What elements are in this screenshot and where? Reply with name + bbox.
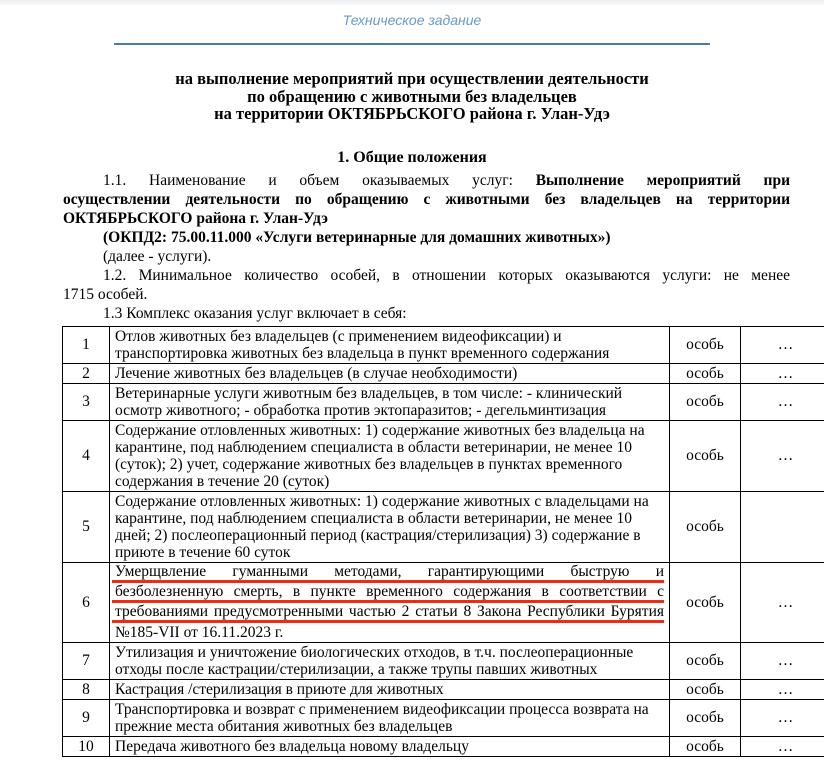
unit-cell: особь [670,699,741,736]
unit-cell: особь [670,491,741,562]
service-description [110,562,670,642]
unit-cell: особь [670,383,741,420]
quantity-cell: … [741,383,824,420]
row-number: 3 [63,383,110,420]
table-row [63,326,824,363]
unit-cell: особь [670,736,741,756]
p11-normal-text: 1.1. Наименование и объем оказываемых услуг: [103,171,536,189]
service-description: Передача животного без владельца новому владельцу [110,736,670,756]
services-table [62,326,824,757]
paragraph-1-1-line-2: осуществлении деятельности по обращению с животными без владельцев на территории [63,190,790,208]
title-line-1: на выполнение мероприятий при осуществлении деятельности [175,69,649,88]
okpd-line: (ОКПД2: 75.00.11.000 «Услуги ветеринарные для домашних животных») [103,228,611,246]
document-header [0,5,824,45]
quantity-cell: … [741,736,824,756]
row-number: 1 [63,326,110,363]
service-description: Кастрация /стерилизация в приюте для животных [110,679,670,699]
paragraph-1-1-line-3: ОКТЯБРЬСКОГО района г. Улан-Удэ [63,209,328,227]
table-row [63,642,824,679]
paragraph-1-3: 1.3 Комплекс оказания услуг включает в себя: [103,304,407,322]
dalee-line: (далее - услуги). [103,247,212,265]
unit-cell: особь [670,679,741,699]
table-row [63,562,824,642]
p12-text: 1.2. Минимальное количество особей, в отношении которых оказываются услуги: не менее [103,266,790,284]
service-description: Ветеринарные услуги животным без владельцев, в том числе: - клинический осмотр животного; - обработка против эктопаразитов; - дегельминтизация [110,383,670,420]
quantity-cell: … [741,363,824,383]
quantity-cell: … [741,562,824,642]
document-title [0,70,824,123]
service-description: Лечение животных без владельцев (в случае необходимости) [110,363,670,383]
services-table-body [63,326,824,756]
service-description: Отлов животных без владельцев (с применением видеофиксации) и транспортировка животных без владельца в пункт временного содержания [110,326,670,363]
header-divider [114,43,710,45]
unit-cell: особь [670,420,741,491]
paragraph-1-2-line-1 [63,266,790,285]
text-line: №185-VII от 16.11.2023 г. [115,623,284,641]
red-underlined-text-line: безболезненную смерть, в пункте временного содержания в соответствии с [112,584,664,603]
row-number: 9 [63,699,110,736]
paragraph-1-2-line-2: 1715 особей. [63,285,148,303]
table-row [63,383,824,420]
row-number: 2 [63,363,110,383]
quantity-cell: … [741,326,824,363]
quantity-cell: … [741,642,824,679]
quantity-cell: … [741,699,824,736]
row-number: 8 [63,679,110,699]
service-description: Содержание отловленных животных: 1) содержание животных без владельца на карантине, под наблюдением специалиста в области ветеринарии, не менее 10 (суток); 2) учет, содержание животных без владельцев в пунктах временного содержания в течение 20 (суток) [110,420,670,491]
title-line-2: по обращению с животными без владельцев [247,86,577,106]
quantity-cell: … [741,420,824,491]
table-row [63,699,824,736]
service-description: Транспортировка и возврат с применением видеофиксации процесса возврата на прежние места обитания животных без владельцев [110,699,670,736]
section-heading: 1. Общие положения [337,148,487,166]
paragraph-1-1-line-1 [63,171,790,190]
body-text [63,171,790,323]
row-number: 5 [63,491,110,562]
row-number: 10 [63,736,110,756]
red-underlined-text-line: Умерщвление гуманными методами, гарантирующими быструю и [112,564,664,583]
red-underlined-text-line: требованиями предусмотренными частью 2 статьи 8 Закона Республики Бурятия [112,604,664,623]
unit-cell: особь [670,326,741,363]
unit-cell: особь [670,363,741,383]
quantity-cell: … [741,679,824,699]
table-row [63,679,824,699]
table-row [63,736,824,756]
unit-cell: особь [670,642,741,679]
p11-bold-text: Выполнение мероприятий при [535,171,790,189]
header-label: Техническое задание [342,12,482,28]
title-line-3: на территории ОКТЯБРЬСКОГО района г. Улан-Удэ [214,104,610,123]
service-description: Содержание отловленных животных: 1) содержание животных с владельцами на карантине, под наблюдением специалиста в области ветеринарии, не менее 10 дней; 2) послеоперационный период (кастрация/стерилизация) 3) содержание в приюте в течение 60 суток [110,491,670,562]
table-row [63,420,824,491]
quantity-cell [741,491,824,562]
unit-cell: особь [670,562,741,642]
row-number: 6 [63,562,110,642]
service-description: Утилизация и уничтожение биологических отходов, в т.ч. послеоперационные отходы после кастрации/стерилизации, а также трупы павших животных [110,642,670,679]
table-row [63,363,824,383]
table-row [63,491,824,562]
row-number: 7 [63,642,110,679]
row-number: 4 [63,420,110,491]
